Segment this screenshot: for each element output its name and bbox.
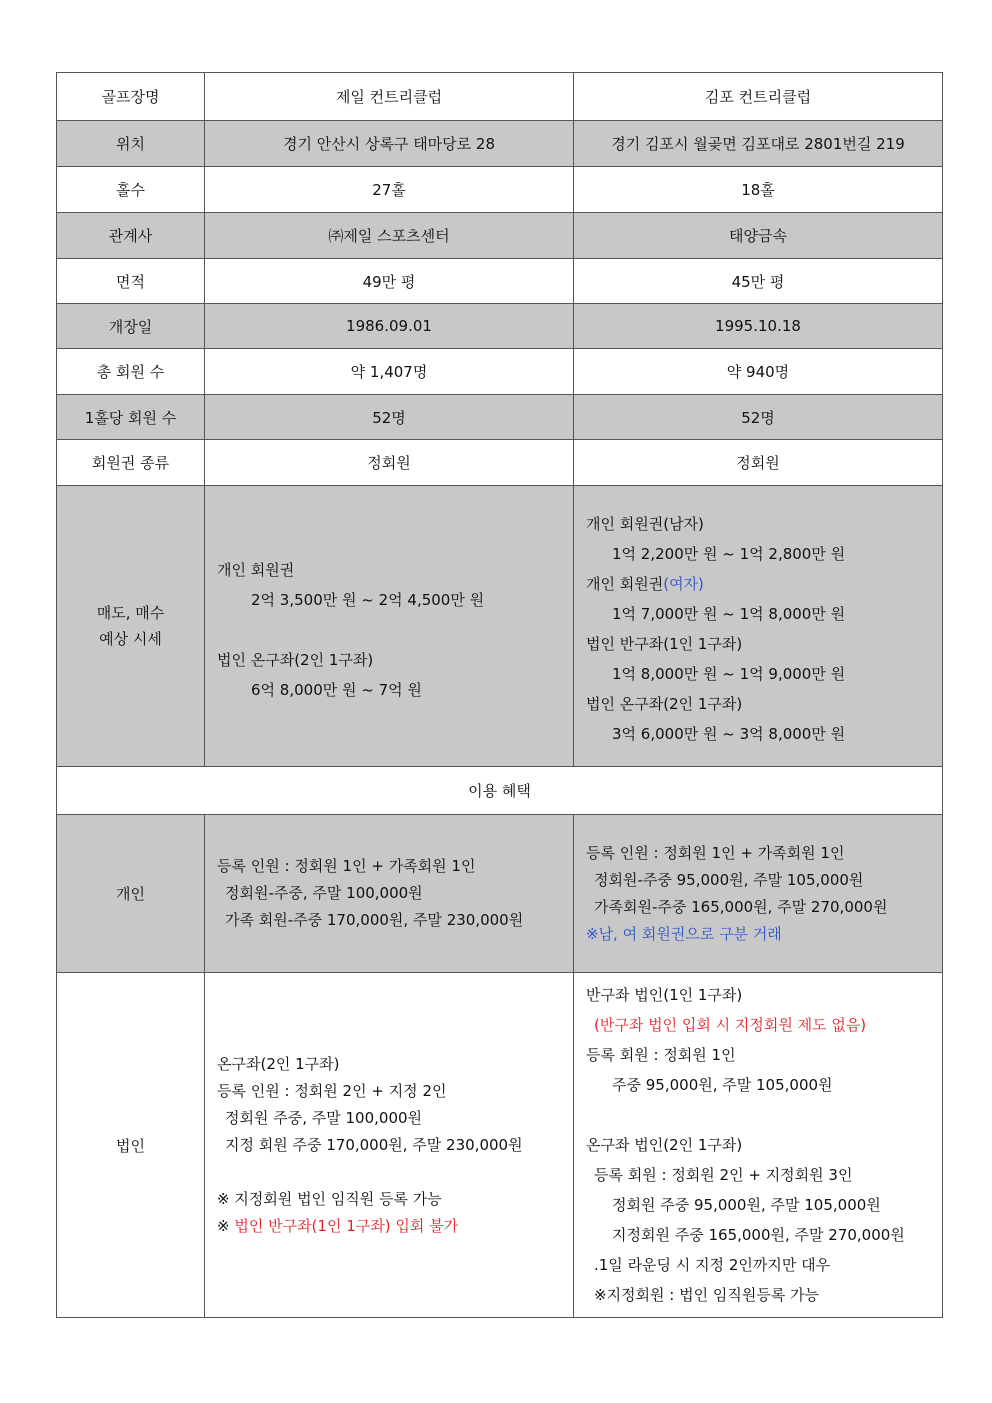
corporate-note xyxy=(217,1213,573,1240)
opening-date-row xyxy=(57,304,943,349)
corporate-label: 법인 xyxy=(57,973,205,1318)
row-label: 총 회원 수 xyxy=(57,349,205,395)
benefit-line: 가족 회원-주중 170,000원, 주말 230,000원 xyxy=(225,911,524,929)
row-label: 홀수 xyxy=(57,167,205,213)
club2-total-members: 약 940명 xyxy=(574,349,943,395)
benefit-line: 정회원-주중 95,000원, 주말 105,000원 xyxy=(594,870,864,889)
club2-price xyxy=(574,486,943,767)
total-members-row xyxy=(57,349,943,395)
corporate-note: ※ 지정회원 법인 임직원 등록 가능 xyxy=(217,1189,442,1208)
corporate-line: 지정 회원 주중 170,000원, 주말 230,000원 xyxy=(225,1135,523,1154)
club2-membership-type: 정회원 xyxy=(574,440,943,486)
price-line xyxy=(586,569,942,599)
club2-location: 경기 김포시 월곶면 김포대로 2801번길 219 xyxy=(574,121,943,167)
row-label: 1홀당 회원 수 xyxy=(57,395,205,440)
area-row xyxy=(57,259,943,304)
club1-price xyxy=(205,486,574,767)
row-label: 개장일 xyxy=(57,304,205,349)
price-line: 6억 8,000만 원 ~ 7억 원 xyxy=(251,681,422,699)
corporate-line: 주중 95,000원, 주말 105,000원 xyxy=(612,1076,833,1094)
price-line xyxy=(217,615,573,645)
club1-affiliate: ㈜제일 스포츠센터 xyxy=(205,213,574,259)
club2-individual xyxy=(574,815,943,973)
corporate-line xyxy=(586,1100,942,1130)
corporate-note-mark: ※ xyxy=(217,1216,235,1235)
price-label-line1: 매도, 매수 xyxy=(96,604,165,622)
price-label xyxy=(57,486,205,767)
price-line: 3억 6,000만 원 ~ 3억 8,000만 원 xyxy=(612,725,846,743)
corporate-line: 등록 회원 : 정회원 2인 + 지정회원 3인 xyxy=(594,1166,853,1184)
membership-type-row xyxy=(57,440,943,486)
price-line: 법인 반구좌(1인 1구좌) xyxy=(586,635,743,653)
header-row xyxy=(57,73,943,121)
corporate-line: 정회원 주중 95,000원, 주말 105,000원 xyxy=(612,1196,881,1214)
corporate-line: 온구좌(2인 1구좌) xyxy=(217,1054,340,1073)
corporate-line: 지정회원 주중 165,000원, 주말 270,000원 xyxy=(612,1226,905,1244)
benefit-title: 이용 혜택 xyxy=(57,767,943,815)
price-row xyxy=(57,486,943,767)
row-label: 면적 xyxy=(57,259,205,304)
corporate-note: ※지정회원 : 법인 임직원등록 가능 xyxy=(594,1286,820,1304)
corporate-line: 등록 회원 : 정회원 1인 xyxy=(586,1046,736,1064)
corporate-row xyxy=(57,973,943,1318)
club2-corporate xyxy=(574,973,943,1318)
corporate-line: 정회원 주중, 주말 100,000원 xyxy=(225,1108,423,1127)
row-label: 위치 xyxy=(57,121,205,167)
club2-area: 45만 평 xyxy=(574,259,943,304)
benefit-line: 가족회원-주중 165,000원, 주말 270,000원 xyxy=(594,897,888,916)
benefit-line: 등록 인원 : 정회원 1인 + 가족회원 1인 xyxy=(586,843,845,862)
club1-holes: 27홀 xyxy=(205,167,574,213)
corporate-line: .1일 라운딩 시 지정 2인까지만 대우 xyxy=(594,1256,831,1274)
price-line: 2억 3,500만 원 ~ 2억 4,500만 원 xyxy=(251,591,485,609)
club1-name: 제일 컨트리클럽 xyxy=(205,73,574,121)
club1-members-per-hole: 52명 xyxy=(205,395,574,440)
club1-opening-date: 1986.09.01 xyxy=(205,304,574,349)
club2-holes: 18홀 xyxy=(574,167,943,213)
club1-corporate xyxy=(205,973,574,1318)
price-line: 법인 온구좌(2인 1구좌) xyxy=(586,695,743,713)
price-line: 법인 온구좌(2인 1구좌) xyxy=(217,651,374,669)
individual-row xyxy=(57,815,943,973)
corporate-note-warning: 법인 반구좌(1인 1구좌) 입회 불가 xyxy=(234,1216,459,1235)
price-label-line2: 예상 시세 xyxy=(99,630,162,648)
header-label: 골프장명 xyxy=(57,73,205,121)
corporate-line xyxy=(217,1159,573,1186)
individual-label: 개인 xyxy=(57,815,205,973)
price-line: 1억 8,000만 원 ~ 1억 9,000만 원 xyxy=(612,665,846,683)
club2-affiliate: 태양금속 xyxy=(574,213,943,259)
club1-individual xyxy=(205,815,574,973)
price-line-highlight: (여자) xyxy=(663,575,704,593)
location-row xyxy=(57,121,943,167)
club2-opening-date: 1995.10.18 xyxy=(574,304,943,349)
club2-name: 김포 컨트리클럽 xyxy=(574,73,943,121)
corporate-line: 온구좌 법인(2인 1구좌) xyxy=(586,1136,743,1154)
golf-club-comparison-table xyxy=(56,72,943,1318)
price-line: 1억 2,200만 원 ~ 1억 2,800만 원 xyxy=(612,545,846,563)
club1-area: 49만 평 xyxy=(205,259,574,304)
club1-location: 경기 안산시 상록구 태마당로 28 xyxy=(205,121,574,167)
benefit-note: ※남, 여 회원권으로 구분 거래 xyxy=(586,924,782,943)
row-label: 관계사 xyxy=(57,213,205,259)
corporate-warning: (반구좌 법인 입회 시 지정회원 제도 없음) xyxy=(594,1016,867,1034)
price-line: 개인 회원권(남자) xyxy=(586,515,704,533)
club1-membership-type: 정회원 xyxy=(205,440,574,486)
price-line: 개인 회원권 xyxy=(217,561,295,579)
holes-row xyxy=(57,167,943,213)
corporate-line: 반구좌 법인(1인 1구좌) xyxy=(586,986,743,1004)
benefit-line: 정회원-주중, 주말 100,000원 xyxy=(225,884,423,902)
row-label: 회원권 종류 xyxy=(57,440,205,486)
price-line-text: 개인 회원권 xyxy=(586,575,664,593)
benefit-title-row xyxy=(57,767,943,815)
members-per-hole-row xyxy=(57,395,943,440)
price-line: 1억 7,000만 원 ~ 1억 8,000만 원 xyxy=(612,605,846,623)
club2-members-per-hole: 52명 xyxy=(574,395,943,440)
corporate-line: 등록 인원 : 정회원 2인 + 지정 2인 xyxy=(217,1081,447,1100)
affiliate-row xyxy=(57,213,943,259)
club1-total-members: 약 1,407명 xyxy=(205,349,574,395)
benefit-line: 등록 인원 : 정회원 1인 + 가족회원 1인 xyxy=(217,857,476,875)
